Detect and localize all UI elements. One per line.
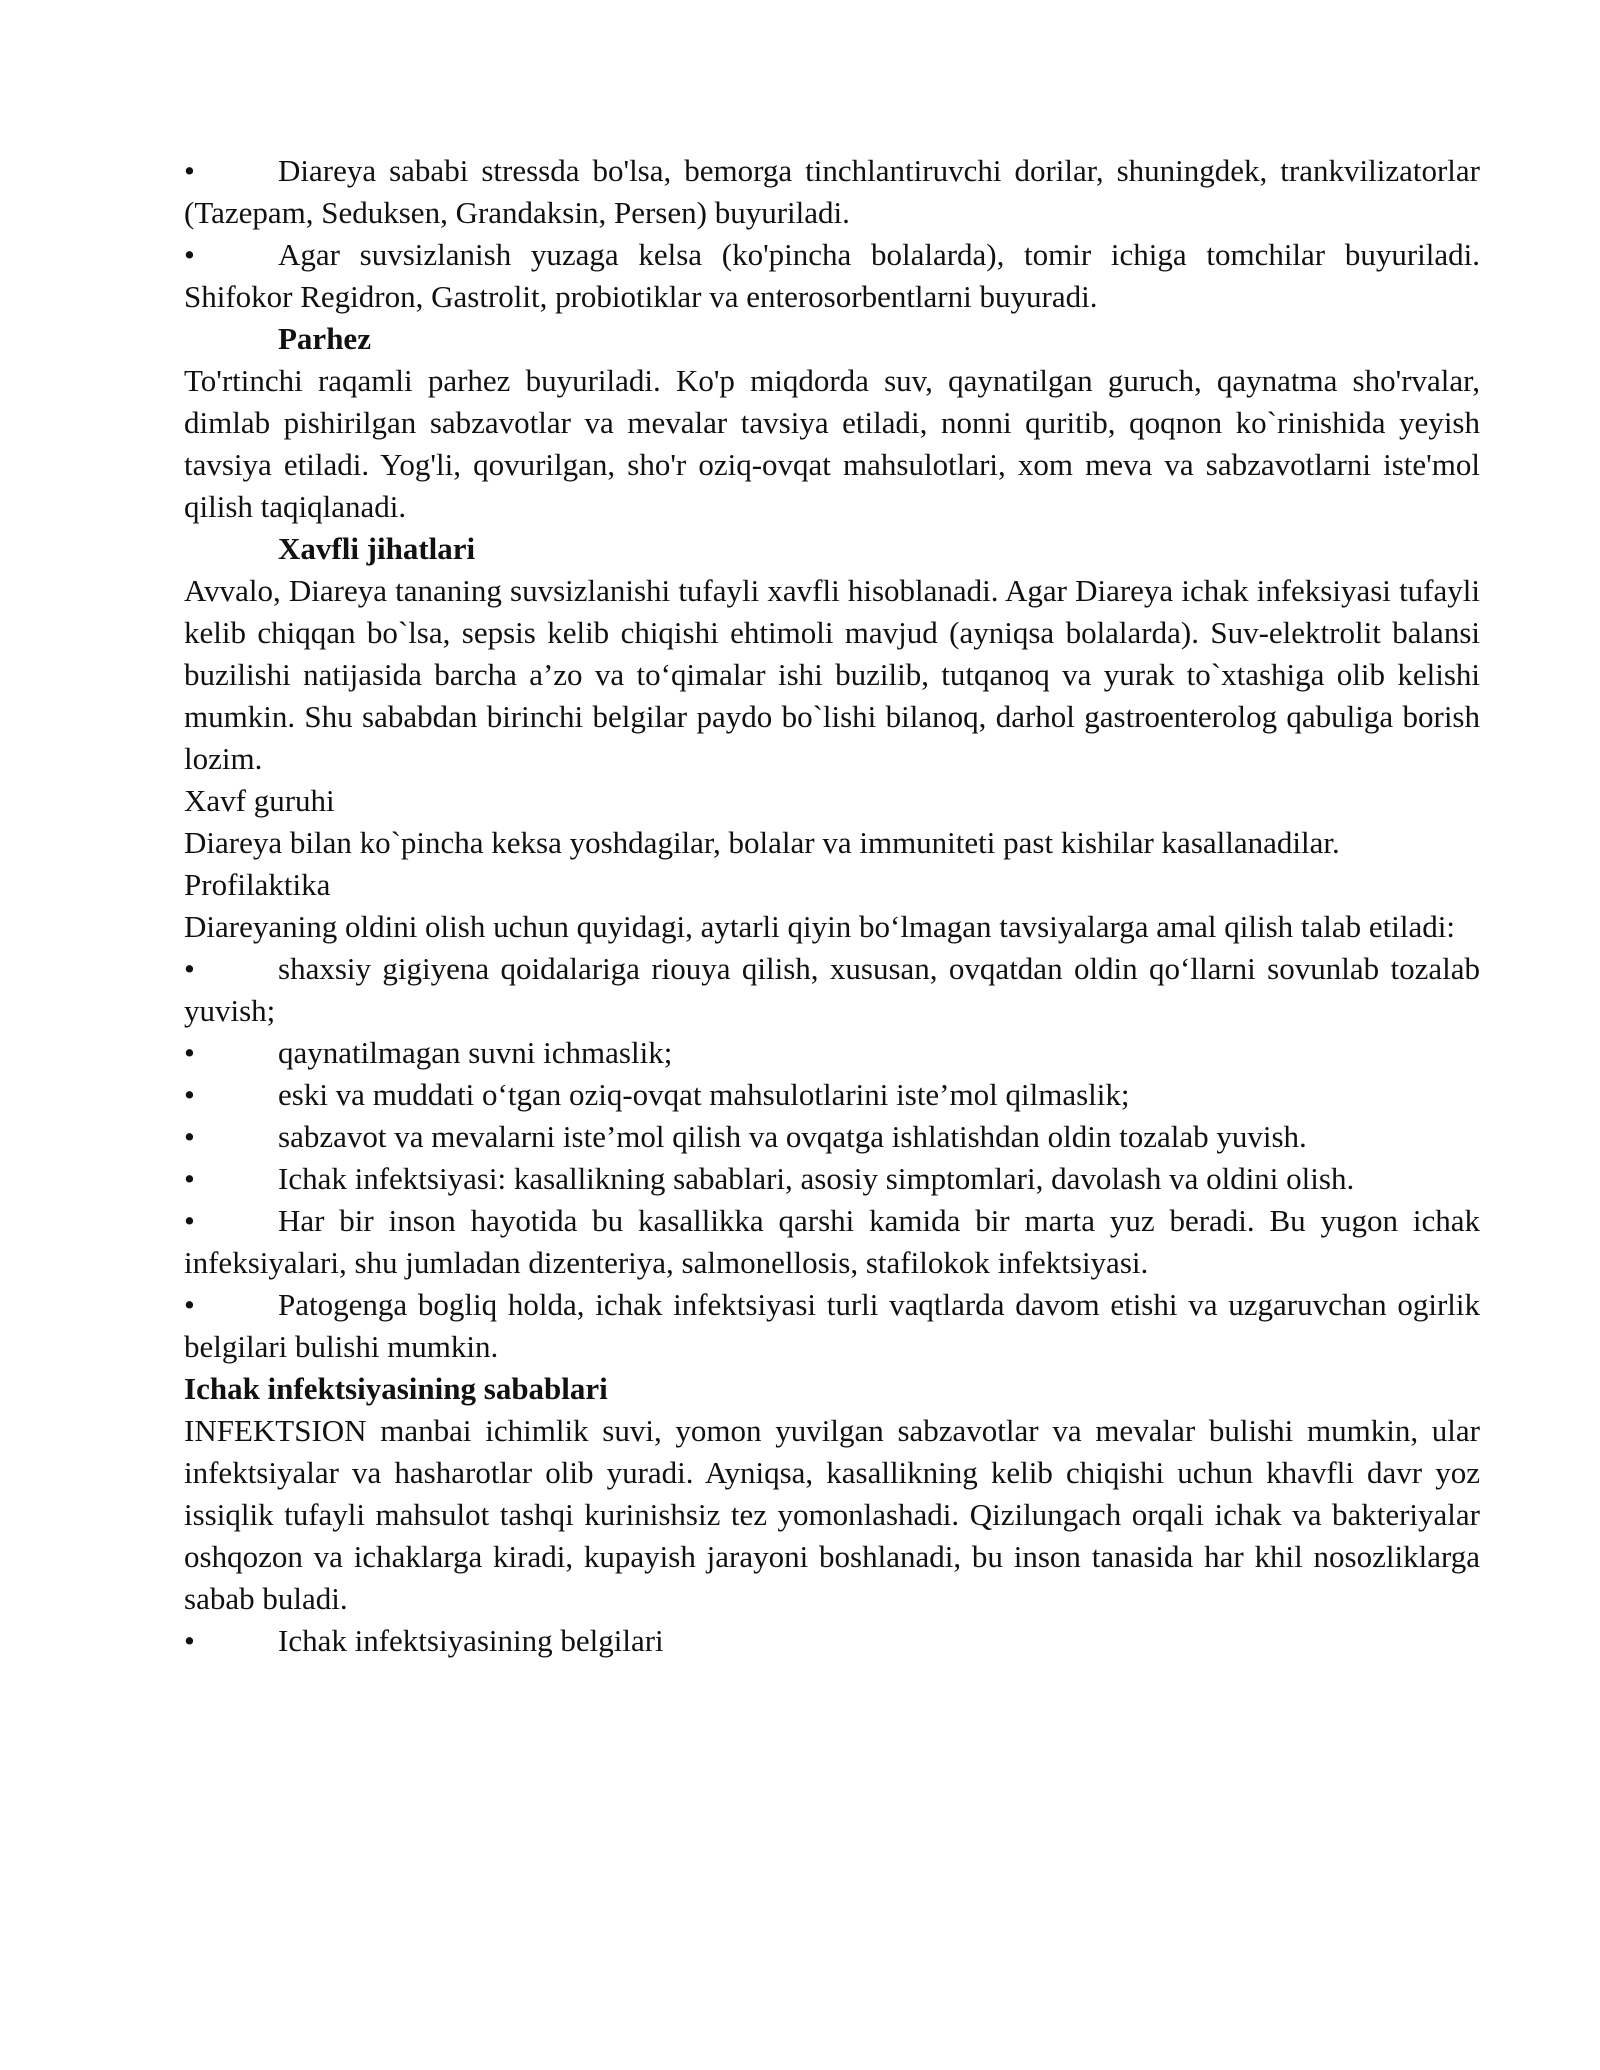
paragraph: Diareya bilan ko`pincha keksa yoshdagilar, bolalar va immuniteti past kishilar kasallanadilar. [184, 825, 1340, 860]
bullet-text: shaxsiy gigiyena qoidalariga riouya qilish, xususan, ovqatdan oldin qo‘llarni sovunlab tozalab yuvish; [184, 951, 1480, 1028]
section-heading-parhez: Parhez [278, 321, 371, 356]
bullet-text: Patogenga bogliq holda, ichak infektsiyasi turli vaqtlarda davom etishi va uzgaruvchan ogirlik belgilari bulishi mumkin. [184, 1287, 1480, 1364]
bullet-text: Ichak infektsiyasi: kasallikning sabablari, asosiy simptomlari, davolash va oldini olish. [278, 1161, 1355, 1196]
bullet-text: qaynatilmagan suvni ichmaslik; [278, 1035, 673, 1070]
bullet-text: Ichak infektsiyasining belgilari [278, 1623, 664, 1658]
paragraph: INFEKTSION manbai ichimlik suvi, yomon yuvilgan sabzavotlar va mevalar bulishi mumkin, ular infektsiyalar va hasharotlar olib yuradi. Ayniqsa, kasallikning kelib chiqishi uchun khavfli davr yoz issiqlik tufayli mahsulot tashqi kurinishsiz tez yomonlashadi. Qizilungach orqali ichak va bakteriyalar oshqozon va ichaklarga kiradi, kupayish jarayoni boshlanadi, bu inson tanasida har khil nosozliklarga sabab buladi. [184, 1413, 1480, 1616]
bullet-item [184, 948, 1480, 1032]
bullet-marker: • [184, 1035, 195, 1070]
bullet-text: eski va muddati o‘tgan oziq-ovqat mahsulotlarini iste’mol qilmaslik; [278, 1077, 1130, 1112]
bullet-item [184, 1620, 1480, 1662]
subheading-profilaktika: Profilaktika [184, 867, 331, 902]
bullet-item [184, 150, 1480, 234]
paragraph: Diareyaning oldini olish uchun quyidagi, aytarli qiyin bo‘lmagan tavsiyalarga amal qilish talab etiladi: [184, 909, 1455, 944]
paragraph: To'rtinchi raqamli parhez buyuriladi. Ko'p miqdorda suv, qaynatilgan guruch, qaynatma sho'rvalar, dimlab pishirilgan sabzavotlar va mevalar tavsiya etiladi, nonni quritib, qoqnon ko`rinishida yeyish tavsiya etiladi. Yog'li, qovurilgan, sho'r oziq-ovqat mahsulotlari, xom meva va sabzavotlarni iste'mol qilish taqiqlanadi. [184, 363, 1480, 524]
bullet-text: Agar suvsizlanish yuzaga kelsa (ko'pincha bolalarda), tomir ichiga tomchilar buyuriladi. Shifokor Regidron, Gastrolit, probiotiklar va enterosorbentlarni buyuradi. [184, 237, 1480, 314]
bullet-marker: • [184, 1161, 195, 1196]
bullet-text: sabzavot va mevalarni iste’mol qilish va ovqatga ishlatishdan oldin tozalab yuvish. [278, 1119, 1307, 1154]
bullet-marker: • [184, 951, 195, 986]
bullet-item [184, 234, 1480, 318]
bullet-item [184, 1074, 1480, 1116]
bullet-item [184, 1158, 1480, 1200]
bullet-marker: • [184, 1077, 195, 1112]
section-heading-ichak-sabablari: Ichak infektsiyasining sabablari [184, 1371, 608, 1406]
bullet-item [184, 1284, 1480, 1368]
bullet-marker: • [184, 1119, 195, 1154]
bullet-marker: • [184, 153, 195, 188]
bullet-marker: • [184, 1203, 195, 1238]
bullet-item [184, 1200, 1480, 1284]
bullet-marker: • [184, 1287, 195, 1322]
paragraph: Avvalo, Diareya tananing suvsizlanishi tufayli xavfli hisoblanadi. Agar Diareya ichak infeksiyasi tufayli kelib chiqqan bo`lsa, sepsis kelib chiqishi ehtimoli mavjud (ayniqsa bolalarda). Suv-elektrolit balansi buzilishi natijasida barcha a’zo va to‘qimalar ishi buzilib, tutqanoq va yurak to`xtashiga olib kelishi mumkin. Shu sababdan birinchi belgilar paydo bo`lishi bilanoq, darhol gastroenterolog qabuliga borish lozim. [184, 573, 1480, 776]
bullet-text: Har bir inson hayotida bu kasallikka qarshi kamida bir marta yuz beradi. Bu yugon ichak infeksiyalari, shu jumladan dizenteriya, salmonellosis, stafilokok infektsiyasi. [184, 1203, 1480, 1280]
bullet-item [184, 1032, 1480, 1074]
bullet-text: Diareya sababi stressda bo'lsa, bemorga tinchlantiruvchi dorilar, shuningdek, trankvilizatorlar (Tazepam, Seduksen, Grandaksin, Persen) buyuriladi. [184, 153, 1480, 230]
bullet-marker: • [184, 1623, 195, 1658]
section-heading-xavfli-jihatlari: Xavfli jihatlari [278, 531, 476, 566]
subheading-xavf-guruhi: Xavf guruhi [184, 783, 335, 818]
bullet-item [184, 1116, 1480, 1158]
bullet-marker: • [184, 237, 195, 272]
document-page [184, 150, 1480, 1662]
